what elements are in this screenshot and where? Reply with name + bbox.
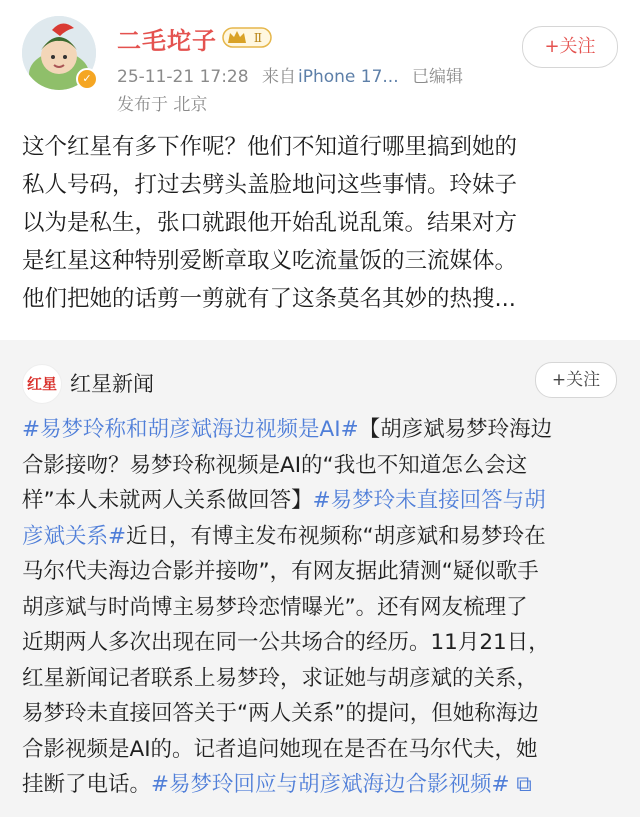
- member-level-text: Ⅱ: [253, 31, 263, 45]
- topic-hashtag-link[interactable]: ⧉: [509, 772, 532, 797]
- post-text-line: 私人号码，打过去劈头盖脸地问这些事情。玲妹子: [22, 172, 518, 198]
- repost-text-line: [22, 732, 624, 768]
- topic-hashtag-link[interactable]: #易梦玲称和胡彦斌海边视频是AI#: [22, 417, 359, 442]
- post-text-line: 他们把她的话剪一剪就有了这条莫名其妙的热搜...: [22, 286, 516, 312]
- follow-button[interactable]: +关注: [522, 26, 618, 68]
- post-meta: [117, 62, 471, 87]
- post-header: [0, 0, 640, 120]
- member-level-icon: [222, 25, 272, 49]
- post-location: 发布于 北京: [117, 95, 208, 115]
- repost-text-segment: 近日，有博主发布视频称“胡彦斌和易梦玲在: [126, 523, 546, 549]
- post-timestamp: 25-11-21 17:28: [117, 67, 249, 87]
- topic-hashtag-link[interactable]: 彦斌关系#: [22, 523, 127, 549]
- post-text-line: 以为是私生，张口就跟他开始乱说乱策。结果对方: [22, 210, 518, 236]
- repost-text-segment: 合影接吻？易梦玲称视频是AI的“我也不知道怎么会这: [22, 452, 528, 478]
- repost-follow-button[interactable]: +关注: [535, 362, 617, 398]
- edited-label[interactable]: 已编辑: [412, 67, 464, 87]
- repost-text-segment: 红星新闻记者联系上易梦玲，求证她与胡彦斌的关系，: [22, 665, 539, 691]
- source-device-link[interactable]: iPhone 17...: [297, 67, 399, 87]
- post-text-line: 是红星这种特别爱断章取义吃流量饭的三流媒体。: [22, 248, 518, 274]
- topic-hashtag-link[interactable]: #易梦玲回应与胡彦斌海边合影视频#: [151, 772, 510, 797]
- source-prefix: 来自: [261, 67, 296, 87]
- repost-text-line: [22, 590, 624, 626]
- topic-hashtag-link[interactable]: #易梦玲未直接回答与胡: [312, 488, 546, 513]
- repost-text-line: [22, 767, 624, 803]
- red-star-news-logo[interactable]: 红星: [22, 364, 62, 404]
- repost-text-segment: 【胡彦斌易梦玲海边: [358, 417, 553, 442]
- repost-text-line: [22, 696, 624, 732]
- repost-text-line: [22, 412, 624, 448]
- repost-text-line: [22, 554, 624, 590]
- repost-body: [22, 412, 624, 803]
- post-body: [22, 128, 622, 318]
- repost-text-segment: 挂断了电话。: [22, 772, 152, 797]
- reposted-card[interactable]: [0, 340, 640, 817]
- repost-text-line: [22, 625, 624, 661]
- post-text-line: 这个红星有多下作呢？他们不知道行哪里搞到她的: [22, 134, 518, 160]
- repost-text-segment: 样”本人未就两人关系做回答】: [22, 488, 313, 513]
- repost-text-segment: 马尔代夫海边合影并接吻”，有网友据此猜测“疑似歌手: [22, 559, 539, 584]
- repost-text-line: [22, 448, 624, 484]
- repost-text-segment: 胡彦斌与时尚博主易梦玲恋情曝光”。还有网友梳理了: [22, 594, 528, 620]
- repost-text-segment: 近期两人多次出现在同一公共场合的经历。11月21日，: [22, 630, 550, 655]
- repost-text-segment: 易梦玲未直接回答关于“两人关系”的提问，但她称海边: [22, 701, 539, 726]
- repost-account-name[interactable]: 红星新闻: [70, 372, 154, 396]
- verified-badge-icon: ✓: [76, 68, 98, 90]
- repost-text-line: [22, 519, 624, 555]
- repost-text-line: [22, 483, 624, 519]
- repost-text-segment: 合影视频是AI的。记者追问她现在是否在马尔代夫，她: [22, 736, 538, 762]
- username[interactable]: 二毛坨子: [117, 27, 217, 55]
- repost-text-line: [22, 661, 624, 697]
